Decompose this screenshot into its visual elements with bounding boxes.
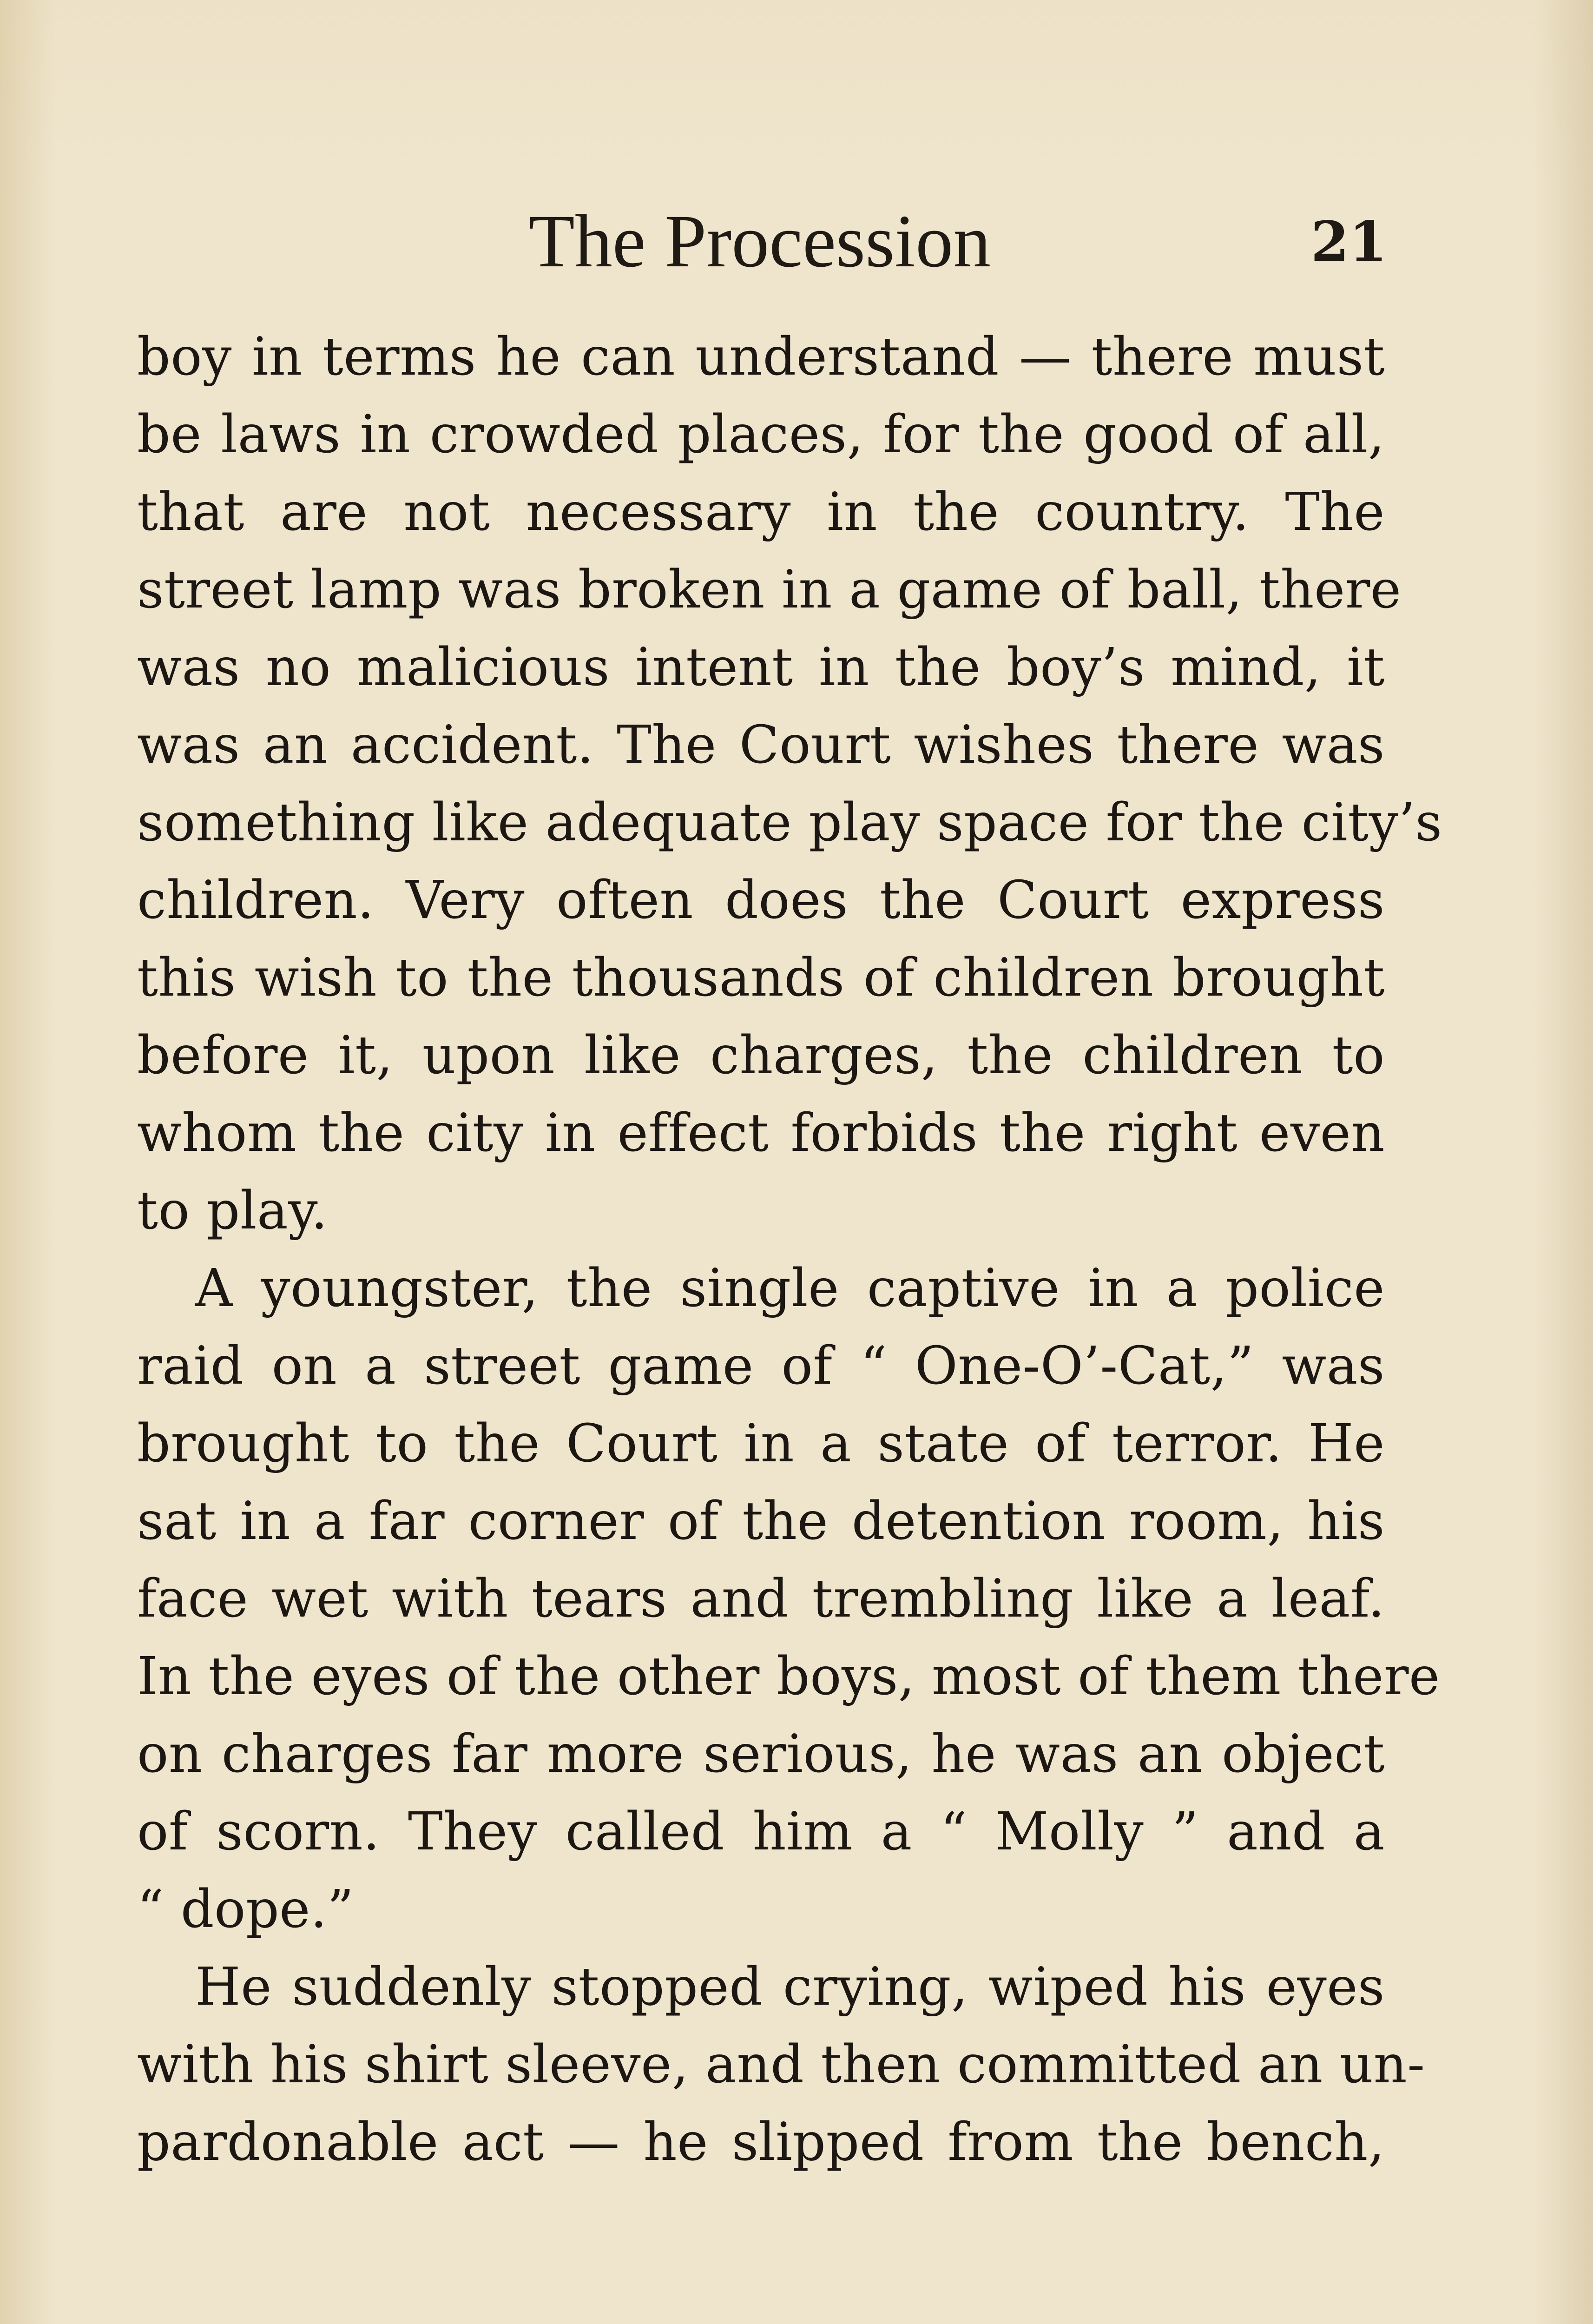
page-number: 21 bbox=[1310, 209, 1387, 274]
paragraph-start-line: A youngster, the single captive in a police bbox=[195, 1258, 1385, 1319]
running-head bbox=[132, 200, 1387, 284]
text-line: brought to the Court in a state of terror. He bbox=[137, 1413, 1385, 1474]
text-line: sat in a far corner of the detention room, his bbox=[137, 1491, 1385, 1552]
text-line: pardonable act — he slipped from the bench, bbox=[137, 2112, 1385, 2172]
text-line: boy in terms he can understand — there must bbox=[137, 327, 1385, 387]
body-text bbox=[137, 318, 1442, 2181]
text-line: was an accident. The Court wishes there was bbox=[137, 715, 1385, 775]
text-line: with his shirt sleeve, and then committed an un- bbox=[137, 2034, 1425, 2095]
text-line: children. Very often does the Court express bbox=[137, 870, 1385, 931]
text-line: street lamp was broken in a game of ball, there bbox=[137, 560, 1402, 620]
paragraph-start-line: He suddenly stopped crying, wiped his eyes bbox=[195, 1957, 1385, 2017]
running-title: The Procession bbox=[528, 200, 991, 283]
text-line: In the eyes of the other boys, most of them there bbox=[137, 1646, 1440, 1707]
text-line: raid on a street game of “ One-O’-Cat,” was bbox=[137, 1336, 1385, 1396]
paragraph-end-line: to play. bbox=[137, 1181, 328, 1241]
text-line: face wet with tears and trembling like a leaf. bbox=[137, 1569, 1385, 1629]
text-line: be laws in crowded places, for the good of all, bbox=[137, 404, 1385, 465]
text-line: of scorn. They called him a “ Molly ” and a bbox=[137, 1802, 1385, 1862]
text-line: something like adequate play space for the city’s bbox=[137, 792, 1442, 853]
text-line: on charges far more serious, he was an object bbox=[137, 1724, 1385, 1784]
text-line: that are not necessary in the country. The bbox=[137, 482, 1385, 542]
text-line: before it, upon like charges, the children to bbox=[137, 1025, 1385, 1086]
text-line: was no malicious intent in the boy’s mind, it bbox=[137, 637, 1385, 698]
paragraph-end-line: “ dope.” bbox=[137, 1879, 354, 1940]
text-line: this wish to the thousands of children brought bbox=[137, 948, 1385, 1008]
text-line: whom the city in effect forbids the right even bbox=[137, 1103, 1385, 1163]
